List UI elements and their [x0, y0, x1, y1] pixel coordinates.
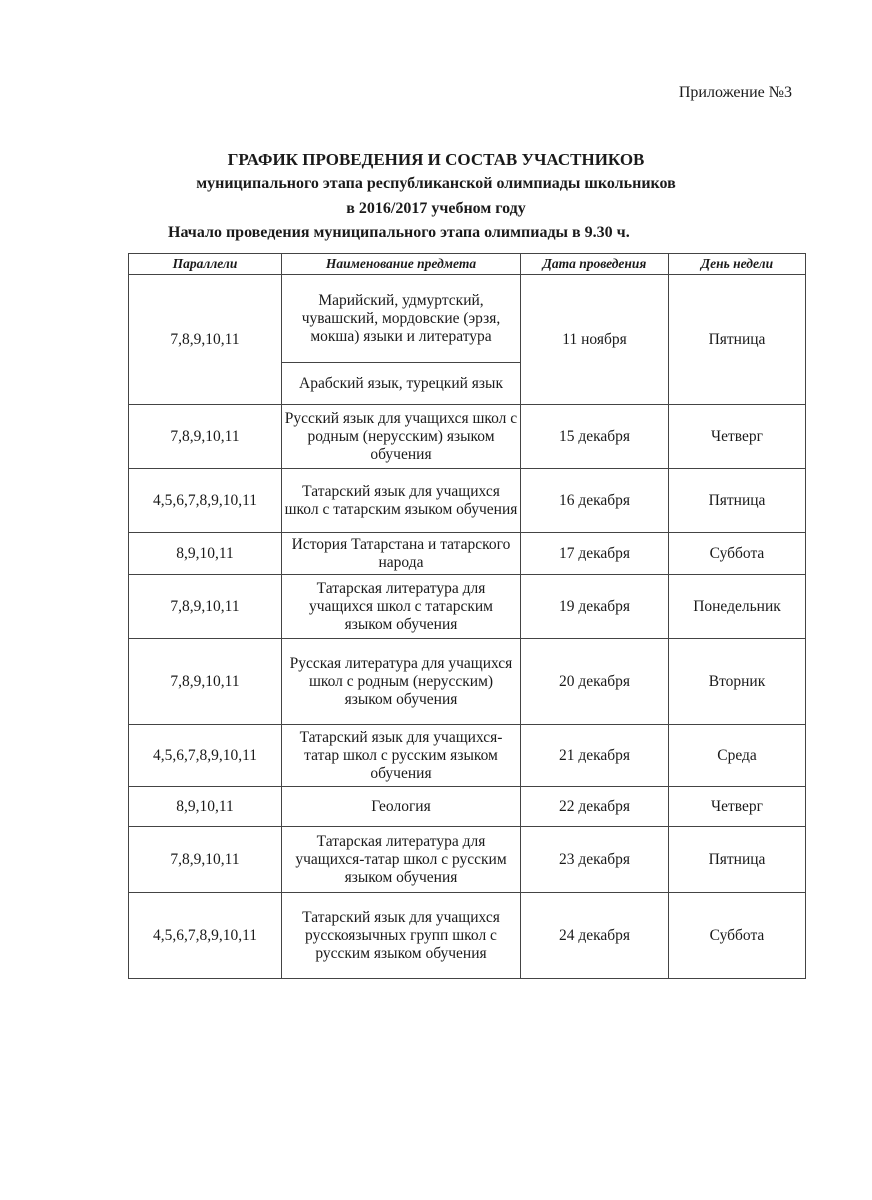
cell-subject: Татарская литература для учащихся школ с татарским языком обучения: [282, 575, 521, 639]
cell-grades: 7,8,9,10,11: [129, 405, 282, 469]
cell-grades: 4,5,6,7,8,9,10,11: [129, 893, 282, 979]
cell-date: 17 декабря: [521, 533, 669, 575]
cell-date: 21 декабря: [521, 725, 669, 787]
table-row: [129, 405, 806, 469]
cell-date: 15 декабря: [521, 405, 669, 469]
table-row: [129, 575, 806, 639]
table-row: [129, 787, 806, 827]
cell-subject: Геология: [282, 787, 521, 827]
cell-subject: Татарский язык для учащихся школ с татарским языком обучения: [282, 469, 521, 533]
cell-subject: Татарский язык для учащихся русскоязычных групп школ с русским языком обучения: [282, 893, 521, 979]
table-row: [129, 533, 806, 575]
cell-subject: Татарский язык для учащихся-татар школ с русским языком обучения: [282, 725, 521, 787]
cell-subject: Русский язык для учащихся школ с родным (нерусским) языком обучения: [282, 405, 521, 469]
cell-date: 22 декабря: [521, 787, 669, 827]
cell-day: Суббота: [669, 893, 806, 979]
cell-date: 20 декабря: [521, 639, 669, 725]
cell-date: 19 декабря: [521, 575, 669, 639]
start-time-note: Начало проведения муниципального этапа олимпиады в 9.30 ч.: [168, 224, 630, 241]
table-row: [129, 469, 806, 533]
cell-subject: Русская литература для учащихся школ с родным (нерусским) языком обучения: [282, 639, 521, 725]
cell-grades: 8,9,10,11: [129, 533, 282, 575]
cell-date: 24 декабря: [521, 893, 669, 979]
cell-grades: 7,8,9,10,11: [129, 275, 282, 405]
cell-day: Четверг: [669, 405, 806, 469]
cell-date: 11 ноября: [521, 275, 669, 405]
header-date: Дата проведения: [521, 254, 669, 275]
header-day: День недели: [669, 254, 806, 275]
table-row: [129, 725, 806, 787]
table-row: [129, 893, 806, 979]
cell-day: Понедельник: [669, 575, 806, 639]
cell-day: Четверг: [669, 787, 806, 827]
document-title: ГРАФИК ПРОВЕДЕНИЯ И СОСТАВ УЧАСТНИКОВ: [227, 150, 645, 169]
cell-grades: 4,5,6,7,8,9,10,11: [129, 725, 282, 787]
cell-day: Пятница: [669, 827, 806, 893]
cell-day: Суббота: [669, 533, 806, 575]
document-subtitle-1: муниципального этапа республиканской олимпиады школьников: [196, 175, 676, 192]
cell-grades: 4,5,6,7,8,9,10,11: [129, 469, 282, 533]
schedule-table: [128, 253, 806, 979]
cell-day: Пятница: [669, 469, 806, 533]
cell-grades: 7,8,9,10,11: [129, 827, 282, 893]
cell-subject: Татарская литература для учащихся-татар школ с русским языком обучения: [282, 827, 521, 893]
cell-day: Среда: [669, 725, 806, 787]
table-row: [129, 275, 806, 363]
cell-day: Вторник: [669, 639, 806, 725]
cell-subject-secondary: Арабский язык, турецкий язык: [282, 363, 521, 405]
cell-subject: История Татарстана и татарского народа: [282, 533, 521, 575]
table-row: [129, 827, 806, 893]
cell-grades: 7,8,9,10,11: [129, 639, 282, 725]
appendix-label: Приложение №3: [678, 84, 792, 101]
cell-date: 23 декабря: [521, 827, 669, 893]
cell-subject: Марийский, удмуртский, чувашский, мордовские (эрзя, мокша) языки и литература: [282, 275, 521, 363]
cell-day: Пятница: [669, 275, 806, 405]
table-header-row: [129, 254, 806, 275]
cell-grades: 8,9,10,11: [129, 787, 282, 827]
document-subtitle-2: в 2016/2017 учебном году: [346, 200, 526, 217]
header-subject: Наименование предмета: [282, 254, 521, 275]
table-row: [129, 639, 806, 725]
cell-grades: 7,8,9,10,11: [129, 575, 282, 639]
header-grades: Параллели: [129, 254, 282, 275]
cell-date: 16 декабря: [521, 469, 669, 533]
